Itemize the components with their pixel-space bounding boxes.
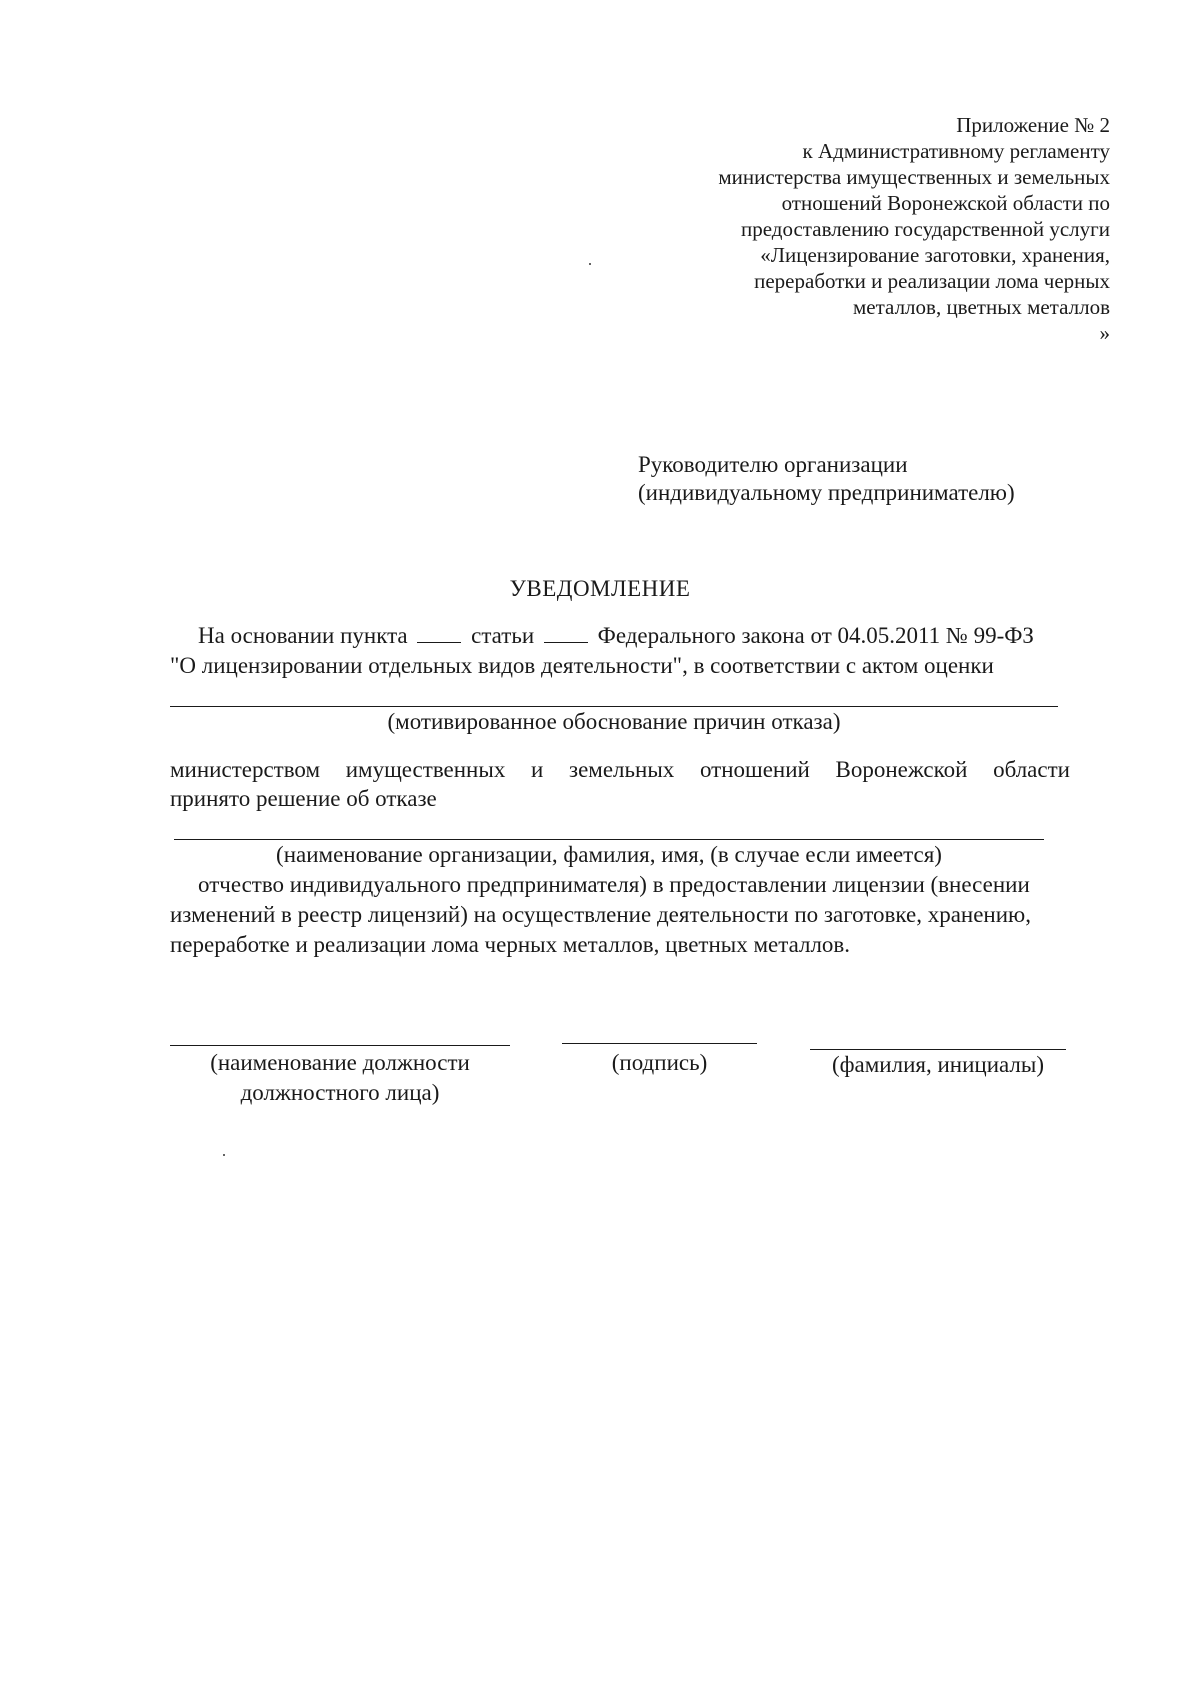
paragraph-line: переработке и реализации лома черных металлов, цветных металлов. bbox=[170, 932, 851, 957]
appendix-line: » bbox=[1099, 321, 1110, 345]
blank-line-reason bbox=[170, 706, 1058, 707]
paragraph-line-justified bbox=[170, 756, 1070, 784]
caption-line: (наименование должности bbox=[210, 1050, 470, 1075]
word: Воронежской bbox=[835, 757, 968, 782]
blank-line-organization bbox=[174, 839, 1044, 840]
scan-speck bbox=[589, 263, 591, 265]
caption-line: должностного лица) bbox=[240, 1080, 440, 1105]
paragraph-line: принято решение об отказе bbox=[170, 786, 437, 811]
appendix-line: металлов, цветных металлов bbox=[853, 295, 1110, 319]
word: отношений bbox=[699, 757, 810, 782]
appendix-header bbox=[590, 112, 1110, 346]
scan-speck bbox=[223, 1154, 225, 1156]
appendix-line: министерства имущественных и земельных bbox=[718, 165, 1110, 189]
appendix-line: к Административному регламенту bbox=[802, 139, 1110, 163]
paragraph-line: "О лицензировании отдельных видов деятельности", в соответствии с актом оценки bbox=[170, 653, 994, 678]
appendix-line: отношений Воронежской области по bbox=[781, 191, 1110, 215]
blank-field-article bbox=[544, 624, 588, 643]
word: и bbox=[531, 757, 544, 782]
addressee-line: (индивидуальному предпринимателю) bbox=[638, 480, 1015, 505]
word: земельных bbox=[568, 757, 675, 782]
text-fragment: статьи bbox=[471, 623, 535, 648]
word: министерством bbox=[170, 757, 321, 782]
word: области bbox=[993, 757, 1070, 782]
signature-line-position bbox=[170, 1045, 510, 1046]
caption-reason: (мотивированное обоснование причин отказа) bbox=[387, 709, 841, 734]
appendix-line: предоставлению государственной услуги bbox=[741, 217, 1110, 241]
appendix-line: переработки и реализации лома черных bbox=[754, 269, 1110, 293]
document-title: УВЕДОМЛЕНИЕ bbox=[509, 576, 691, 601]
blank-field-point bbox=[417, 624, 461, 643]
caption-organization: (наименование организации, фамилия, имя, (в случае если имеется) bbox=[276, 842, 942, 867]
signature-caption-name bbox=[810, 1050, 1066, 1080]
paragraph-line bbox=[198, 622, 1034, 650]
text-fragment: Федерального закона от 04.05.2011 № 99-ФЗ bbox=[597, 623, 1034, 648]
signature-caption-position bbox=[170, 1048, 510, 1108]
appendix-line: Приложение № 2 bbox=[956, 113, 1110, 137]
paragraph-line: изменений в реестр лицензий) на осуществление деятельности по заготовке, хранению, bbox=[170, 902, 1031, 927]
caption-line: (фамилия, инициалы) bbox=[831, 1052, 1045, 1077]
addressee-block bbox=[638, 451, 1015, 507]
word: имущественных bbox=[345, 757, 506, 782]
signature-line-sign bbox=[562, 1043, 757, 1044]
addressee-line: Руководителю организации bbox=[638, 452, 908, 477]
signature-caption-sign bbox=[562, 1048, 757, 1078]
appendix-line: «Лицензирование заготовки, хранения, bbox=[760, 243, 1110, 267]
text-fragment: На основании пункта bbox=[198, 623, 408, 648]
caption-line: (подпись) bbox=[611, 1050, 708, 1075]
paragraph-line: отчество индивидуального предпринимателя) в предоставлении лицензии (внесении bbox=[198, 872, 1030, 897]
